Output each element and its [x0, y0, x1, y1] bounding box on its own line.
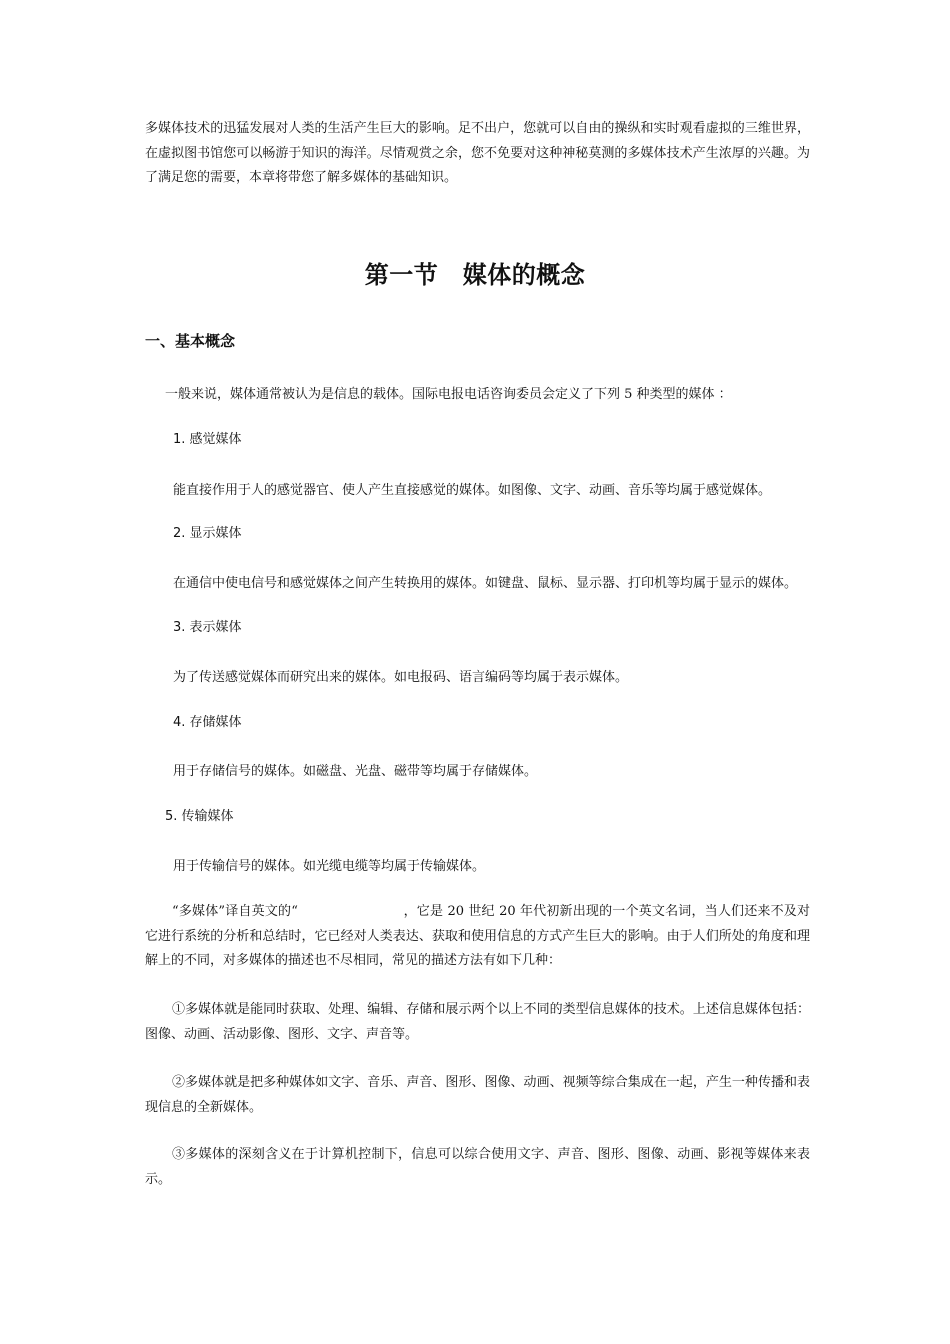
lead-paragraph: 一般来说，媒体通常被认为是信息的载体。国际电报电话咨询委员会定义了下列 5 种类型的媒体 ：: [165, 387, 732, 402]
media-type-description: 用于存储信号的媒体。如磁盘、光盘、磁带等均属于存储媒体。: [173, 764, 538, 779]
media-type-label: 4. 存储媒体: [173, 715, 242, 730]
media-type-label: 2. 显示媒体: [173, 526, 242, 541]
definition-paragraph: ①多媒体就是能同时获取、处理、编辑、存储和展示两个以上不同的类型信息媒体的技术。上述信息媒体包括：图像、动画、活动影像、图形、文字、声音等。: [145, 1002, 810, 1042]
multimedia-paragraph: “多媒体”译自英文的“ ，它是 20 世纪 20 年代初新出现的一个英文名词，当人们还来不及对它进行系统的分析和总结时，它已经对人类表达、获取和使用信息的方式产生巨大的影响。由于人们所处的角度和理解上的不同，对多媒体的描述也不尽相同，常见的描述方法有如下几种：: [145, 904, 810, 968]
media-type-description: 用于传输信号的媒体。如光缆电缆等均属于传输媒体。: [173, 859, 486, 874]
media-type-label: 5. 传输媒体: [165, 809, 234, 824]
media-type-description: 在通信中使电信号和感觉媒体之间产生转换用的媒体。如键盘、鼠标、显示器、打印机等均属于显示的媒体。: [173, 576, 798, 591]
section-heading: 一、基本概念: [145, 332, 236, 350]
definition-paragraph: ②多媒体就是把多种媒体如文字、音乐、声音、图形、图像、动画、视频等综合集成在一起，产生一种传播和表现信息的全新媒体。: [145, 1075, 810, 1115]
media-type-label: 1. 感觉媒体: [173, 432, 242, 447]
chapter-title: 第一节 媒体的概念: [364, 260, 586, 289]
media-type-description: 为了传送感觉媒体而研究出来的媒体。如电报码、语言编码等均属于表示媒体。: [173, 670, 629, 685]
definition-paragraph: ③多媒体的深刻含义在于计算机控制下，信息可以综合使用文字、声音、图形、图像、动画、影视等媒体来表示。: [145, 1147, 810, 1187]
media-type-description: 能直接作用于人的感觉器官、使人产生直接感觉的媒体。如图像、文字、动画、音乐等均属于感觉媒体。: [173, 483, 772, 498]
media-type-label: 3. 表示媒体: [173, 620, 242, 635]
intro-paragraph: 多媒体技术的迅猛发展对人类的生活产生巨大的影响。足不出户，您就可以自由的操纵和实时观看虚拟的三维世界，在虚拟图书馆您可以畅游于知识的海洋。尽情观赏之余，您不免要对这种神秘莫测的多媒体技术产生浓厚的兴趣。为了满足您的需要，本章将带您了解多媒体的基础知识。: [145, 121, 810, 185]
